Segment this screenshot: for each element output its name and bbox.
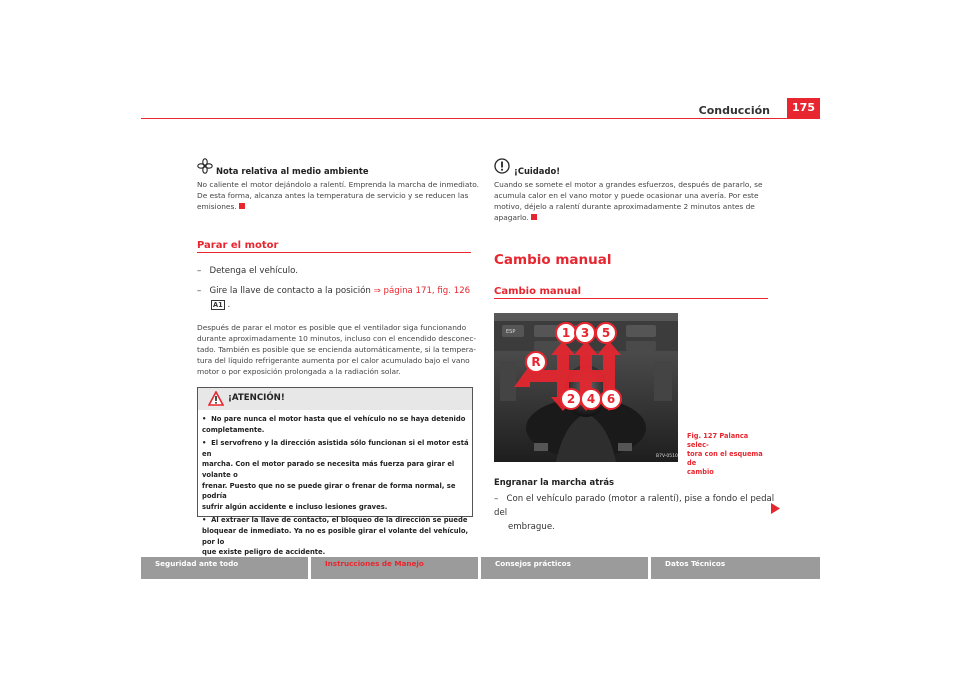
gear-badge: 5 xyxy=(595,322,617,344)
caution-text: Cuando se somete el motor a grandes esfuerzos, después de pararlo, se acumula calor en el vano motor y puede ocasionar una avería. Por este motivo, déjelo a ralentí durante aproximadamente 2 minutos antes de apagarlo. xyxy=(494,180,763,222)
figure-code: B7V-0510 xyxy=(656,454,678,459)
warning-title: ¡ATENCIÓN! xyxy=(228,393,285,403)
section-title-cambio: Cambio manual xyxy=(494,286,582,297)
step-2: – Gire la llave de contacto a la posición ⇒ página 171, fig. 126 xyxy=(197,286,471,296)
section-title-parar: Parar el motor xyxy=(197,240,279,251)
section-divider xyxy=(197,252,471,253)
caution-title: ¡Cuidado! xyxy=(514,166,561,176)
page-number: 175 xyxy=(787,98,820,118)
step-1: – Detenga el vehículo. xyxy=(197,266,298,276)
page-link[interactable]: página 171, fig. 126 xyxy=(383,286,471,296)
page-title: Conducción xyxy=(698,104,770,117)
tab-seguridad[interactable]: Seguridad ante todo xyxy=(141,557,308,579)
tab-instrucciones[interactable]: Instrucciones de Manejo xyxy=(311,557,478,579)
esp-button-label: ESP xyxy=(506,329,516,335)
flower-icon xyxy=(197,158,213,174)
env-note-text: No caliente el motor dejándolo a ralentí. Emprenda la marcha de inmediato. De esta forma, alcanza antes la temperatura de servicio y se reducen las emisiones. xyxy=(197,180,480,211)
warning-item: • El servofreno y la dirección asistida sólo funcionan si el motor está en marcha. Con el motor parado se necesita más fuerza para girar el volante o frenar. Puesto que no se puede girar o frenar de forma normal, se podría sufrir algún accidente e incluso lesiones graves. xyxy=(202,439,469,511)
step-2-ref: A1 . xyxy=(213,300,231,310)
figure-caption: Fig. 127 Palanca selec- tora con el esquema de cambio xyxy=(687,432,763,476)
warning-item: • Al extraer la llave de contacto, el bloqueo de la dirección se puede bloquear de inmediato. Ya no es posible girar el volante del vehículo, por lo que existe peligro de accidente. xyxy=(202,516,469,557)
gear-badge: 6 xyxy=(600,388,622,410)
env-note-title: Nota relativa al medio ambiente xyxy=(216,166,369,176)
warning-box xyxy=(197,387,473,557)
section-divider xyxy=(494,298,768,299)
paragraph-ventilador: Después de parar el motor es posible que el ventilador siga funcionando durante aproximadamente 10 minutos, incluso con el encendido desconec- tado. También es posible que se encienda automáticamente, si la tempera- tura del líquido refrigerante aumenta por el calor acumulado bajo el vano motor o por exposición prolongada a la radiación solar. xyxy=(197,323,477,376)
subheading-marcha-atras: Engranar la marcha atrás xyxy=(494,477,614,487)
end-marker xyxy=(531,214,537,220)
header-divider xyxy=(141,118,820,119)
caution-icon xyxy=(494,158,510,174)
warning-triangle-icon xyxy=(208,391,224,406)
tab-datos[interactable]: Datos Técnicos xyxy=(651,557,820,579)
end-marker xyxy=(239,203,245,209)
chapter-title: Cambio manual xyxy=(494,252,612,268)
continue-arrow-icon xyxy=(771,503,780,514)
gear-badge: R xyxy=(525,351,547,373)
gear-badge: 4 xyxy=(580,388,602,410)
step-engranar: – Con el vehículo parado (motor a ralentí), pise a fondo el pedal del embrague. xyxy=(494,494,775,532)
gear-badge: 3 xyxy=(574,322,596,344)
gear-badge: 1 xyxy=(555,322,577,344)
tab-consejos[interactable]: Consejos prácticos xyxy=(481,557,648,579)
warning-list xyxy=(202,414,470,558)
gear-badge: 2 xyxy=(560,388,582,410)
ref-badge: A1 xyxy=(213,301,223,309)
figure-gear-lever xyxy=(494,313,678,462)
warning-item: • No pare nunca el motor hasta que el vehículo no se haya detenido completamente. xyxy=(202,415,466,434)
